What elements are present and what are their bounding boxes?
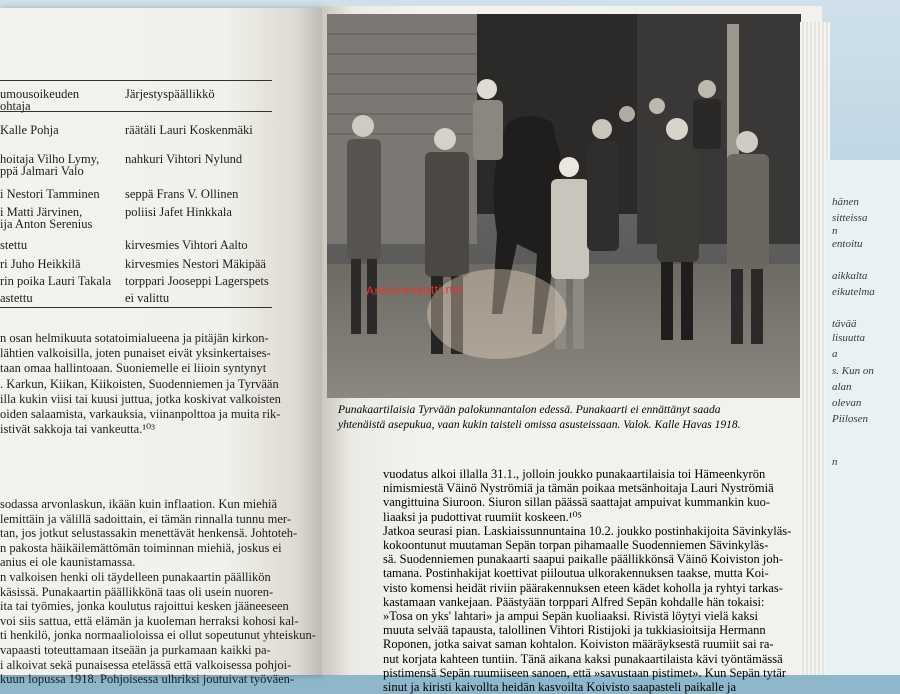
- text-fragment: alan: [832, 381, 852, 393]
- text-fragment: eikutelma: [832, 286, 875, 298]
- text-line: tan, jos jotkut selustassakin menettävät henkensä. Johtoteh-: [0, 526, 298, 541]
- caption-line: Punakaartilaisia Tyrvään palokunnantalon edessä. Punakaarti ei ennättänyt saada: [338, 404, 721, 416]
- text-line: anius ei ole kaunistamassa.: [0, 555, 136, 570]
- text-line: nimismiestä Väinö Nyströmiä ja tämän poikaa metsänhoitaja Lauri Nyströmiä: [383, 481, 774, 496]
- text-line: käsissä. Punakaartin päällikkönä taas oli usein nuoren-: [0, 584, 274, 599]
- table-cell-role: torppari Jooseppi Lagerspets: [125, 274, 269, 288]
- table-cell-role: räätäli Lauri Koskenmäki: [125, 123, 253, 137]
- table-cell-name: Kalle Pohja: [0, 123, 59, 137]
- text-line: illa kukin viisi tai kuusi juttua, jotka koskivat valkoisten: [0, 391, 281, 406]
- text-line: n pakosta häikäilemättömän toiminnan miehiä, joskus ei: [0, 540, 282, 555]
- text-line: sinut ja kiristi kaivollta heidän kasvoilta Koivisto saapasteli paikalle ja: [383, 680, 737, 694]
- text-line: . Karkun, Kiikan, Kiikoisten, Suodenniemen ja Tyrvään: [0, 376, 279, 391]
- table-cell-name: astettu: [0, 291, 33, 305]
- text-fragment: lisuutta: [832, 332, 866, 344]
- text-line: kastamaan vankejaan. Päästyään torppari Alfred Sepän kohdalle hän tokaisi:: [383, 594, 765, 609]
- text-line: »Tosa on yks' lahtari» ja ampui Sepän kuoliaaksi. Rivistä löytyi vielä kaksi: [383, 609, 758, 623]
- text-fragment: a: [832, 348, 838, 360]
- text-line: muuta selvää tapausta, talollinen Vihtori Ristijoki ja tukkiasioitsija Hermann: [383, 623, 766, 638]
- text-fragment: n: [832, 456, 838, 468]
- text-line: sä. Suodenniemen punakaarti saapui paikalle päällikkönsä Väinö Koiviston joh-: [383, 552, 784, 567]
- text-line: vapaasti toteuttamaan itseään ja purkamaan kaikki pa-: [0, 643, 271, 657]
- text-fragment: n: [832, 225, 838, 237]
- text-line: ti henkilö, jonka normaalioloissa ei ollut sopeutunut yhteiskun-: [0, 628, 316, 643]
- table-cell-name: i Nestori Tamminen: [0, 187, 100, 201]
- text-line: oiden salaamista, varkauksia, viinanpolttoa ja muita rik-: [0, 407, 281, 421]
- text-line: vangittuina Siuroon. Siuron sillan päässä saattajat ampuivat kummankin kuo-: [383, 495, 771, 510]
- table-cell-role: kirvesmies Vihtori Aalto: [125, 238, 248, 252]
- table-cell-name: rin poika Lauri Takala: [0, 274, 112, 288]
- text-line: ita tai työmies, jonka koulutus rajoittui kesken jääneeseen: [0, 599, 289, 614]
- table-cell-role: ei valittu: [125, 291, 170, 305]
- table-cell-role: nahkuri Vihtori Nylund: [125, 152, 243, 166]
- text-line: taan omaa hallintoaan. Suoniemelle ei liioin syntynyt: [0, 361, 267, 376]
- text-line: i alkoivat sekä punaisessa etelässä että valkoisessa pohjoi-: [0, 657, 292, 672]
- text-fragment: aikkalta: [832, 270, 868, 282]
- historical-photograph: [327, 14, 801, 398]
- table-cell-role: Järjestyspäällikkö: [125, 87, 215, 101]
- text-line: kokoontunut muutaman Sepän torpan pihamaalle Suodenniemen Sävinkyläs-: [383, 538, 769, 552]
- table-cell-name: ija Anton Serenius: [0, 217, 93, 231]
- table-top-rule: [0, 80, 272, 81]
- table-cell-name: hoitaja Vilho Lymy,: [0, 152, 100, 166]
- table-cell-name: stettu: [0, 238, 28, 252]
- text-line: pistimensä Sepän ruumiiseen sanoen, että »savustaan pistimet». Kun Sepän tytär: [383, 665, 787, 680]
- table-cell-name: ppä Jalmari Valo: [0, 164, 84, 178]
- text-line: n osan helmikuuta sotatoimialueena ja pitäjän kirkon-: [0, 331, 269, 345]
- text-fragment: s. Kun on: [832, 365, 874, 377]
- table-cell-role: poliisi Jafet Hinkkala: [125, 205, 232, 219]
- text-line: istivät sakkoja tai vankeutta.¹⁰³: [0, 422, 155, 437]
- text-fragment: sitteissa: [832, 212, 868, 224]
- caption-line: yhtenäistä asepukua, vaan kukin taisteli omissa asusteissaan. Valok. Kalle Havas 1918.: [338, 419, 741, 431]
- table-cell-name: umousoikeuden: [0, 87, 80, 101]
- table-cell-name: i Matti Järvinen,: [0, 205, 83, 219]
- text-fragment: hänen: [832, 196, 859, 208]
- text-line: tamana. Postinhakijat koettivat piiloutua ulkorakennuksen taakse, mutta Koi-: [383, 566, 769, 581]
- left-page: [0, 8, 322, 687]
- text-line: liaaksi ja pudottivat ruumiit koskeen.¹⁰⁵: [383, 509, 582, 524]
- text-fragment: entoitu: [832, 238, 863, 250]
- table-cell-role: seppä Frans V. Ollinen: [125, 187, 239, 201]
- adjacent-book: [826, 160, 900, 675]
- text-line: lemittäin ja välillä sadoittain, ei tämän rinnalla tunnu mer-: [0, 511, 291, 526]
- text-fragment: Piilosen: [832, 413, 869, 425]
- table-header-rule: [0, 111, 272, 112]
- watermark-text: Antikvariaatti.net: [365, 282, 464, 298]
- text-fragment: tävää: [832, 318, 857, 330]
- text-line: visto komensi heidät riviin päärakennuksen eteen kädet koholla ja ryhtyi tarkas-: [383, 580, 783, 595]
- table-cell-name: ohtaja: [0, 99, 31, 113]
- text-line: vuodatus alkoi illalla 31.1., jolloin joukko punakaartilaisia toi Hämeenkyrön: [383, 467, 766, 481]
- table-bottom-rule: [0, 307, 272, 308]
- text-line: kuun lopussa 1918. Pohjoisessa ulhriksi joutuivat työväen-: [0, 672, 295, 687]
- text-line: n valkoisen henki oli täydelleen punakaartin päällikön: [0, 570, 271, 584]
- text-line: nut korjata kahteen tuntiin. Tänä aikana kaksi punakaartilaista kävi työntämässä: [383, 651, 783, 666]
- text-line: Roponen, jotka saivat saman kohtalon. Koiviston määräyksestä ruumiit sai ra-: [383, 637, 774, 652]
- text-line: lähtien valkoisilla, joten punaiset eivät yksinkertaises-: [0, 346, 271, 361]
- photo-scene: [327, 14, 801, 398]
- text-line: Jatkoa seurasi pian. Laskiaissunnuntaina 10.2. joukko postinhakijoita Sävinkyläs-: [383, 523, 792, 538]
- text-fragment: olevan: [832, 397, 862, 409]
- table-cell-name: ri Juho Heikkilä: [0, 257, 81, 271]
- table-cell-role: kirvesmies Nestori Mäkipää: [125, 257, 266, 271]
- text-line: voi siis sattua, että elämän ja kuoleman herraksi kohosi kal-: [0, 613, 299, 628]
- text-line: sodassa arvonlaskun, ikään kuin inflaation. Kun miehiä: [0, 497, 278, 511]
